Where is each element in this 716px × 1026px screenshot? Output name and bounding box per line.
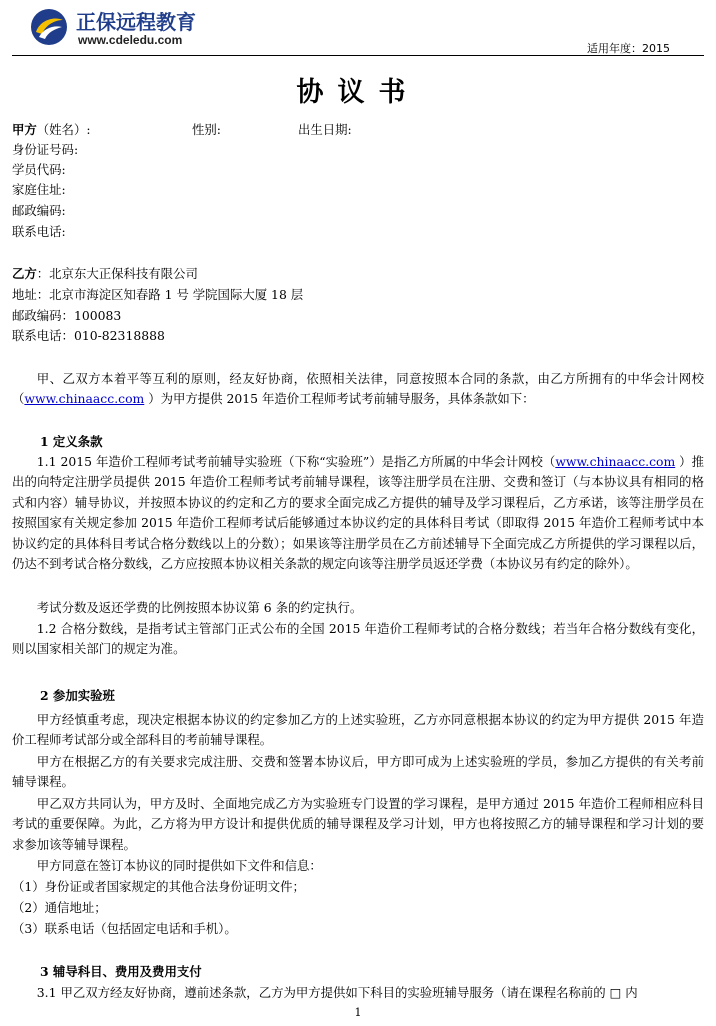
section-1-score-note: 考试分数及返还学费的比例按照本协议第 6 条的约定执行。 — [36, 600, 363, 615]
chinaacc-link[interactable]: www.chinaacc.com — [24, 391, 145, 407]
party-a-student-code-field: 学员代码: — [12, 162, 66, 177]
party-b-name: ：北京东大正保科技有限公司 — [36, 266, 198, 281]
section-1-heading: 1 定义条款 — [40, 434, 103, 449]
chinaacc-link[interactable]: www.chinaacc.com — [555, 454, 676, 469]
header-divider — [12, 55, 704, 56]
party-b-phone: 联系电话：010-82318888 — [12, 328, 165, 343]
page-number: 1 — [354, 1006, 362, 1019]
brand-name: 正保远程教育 — [76, 10, 196, 34]
section-2-paragraph-4: 甲方同意在签订本协议的同时提供如下文件和信息： — [36, 858, 322, 873]
list-item: （1）身份证或者国家规定的其他合法身份证明文件； — [12, 879, 305, 894]
party-a-birth-field: 出生日期: — [298, 122, 352, 137]
party-a-name-field: （姓名）: — [36, 122, 91, 137]
cdeledu-logo-icon — [30, 8, 68, 46]
section-1-clause-1-1: 1.1 2015 年造价工程师考试考前辅导实验班（下称“实验班”）是指乙方所属的中华会计网校（www.chinaacc.com ）推出的向特定注册学员提供 2015 年造价工程师考试考前辅导课程，该等注册学员在注册、交费和签订（与本协议具有相同的格式和内容）辅导协议，并按照本协议的约定和乙方的要求全面完成乙方提供的辅导及学习课程后，乙方承诺，该等注册学员在按照国家有关规定参加 2015 年造价工程师考试后能够通过本协议约定的具体科目考试（即取得 2015 年造价工程师考试中本协议约定的具体科目考试合格分数线以上的分数）；如果该等注册学员在乙方前述辅导下全面完成乙方所提供的学习课程以后，仍达不到考试合格分数线，乙方应按照本协议相关条款的规定向该等注册学员返还学费（本协议另有约定的除外）。 — [12, 454, 704, 572]
section-1-clause-1-2: 1.2 合格分数线，是指考试主管部门正式公布的全国 2015 年造价工程师考试的合格分数线；若当年合格分数线有变化，则以国家相关部门的规定为准。 — [12, 621, 704, 657]
party-b-postcode: 邮政编码：100083 — [12, 308, 122, 323]
section-2-paragraph-1: 甲方经慎重考虑，现决定根据本协议的约定参加乙方的上述实验班，乙方亦同意根据本协议的约定为甲方提供 2015 年造价工程师考试部分或全部科目的考前辅导课程。 — [12, 712, 704, 748]
section-3-heading: 3 辅导科目、费用及费用支付 — [40, 964, 202, 979]
party-a-postcode-field: 邮政编码: — [12, 203, 66, 218]
party-a-address-field: 家庭住址: — [12, 182, 66, 197]
party-a-phone-field: 联系电话: — [12, 224, 66, 239]
section-2-paragraph-3: 甲乙双方共同认为，甲方及时、全面地完成乙方为实验班专门设置的学习课程，是甲方通过 2015 年造价工程师相应科目考试的重要保障。为此，乙方将为甲方设计和提供优质的辅导课程及学习计划，甲方也将按照乙方的辅导课程和学习计划的要求参加该等辅导课程。 — [12, 796, 704, 852]
section-2-paragraph-2: 甲方在根据乙方的有关要求完成注册、交费和签署本协议后，甲方即可成为上述实验班的学员，参加乙方提供的有关考前辅导课程。 — [12, 754, 704, 790]
intro-paragraph: 甲、乙双方本着平等互利的原则，经友好协商，依照相关法律，同意按照本合同的条款，由乙方所拥有的中华会计网校（www.chinaacc.com ）为甲方提供 2015 年造价工程师考试考前辅导服务，具体条款如下： — [12, 371, 704, 407]
section-3-clause-3-1: 3.1 甲乙双方经友好协商，遵前述条款，乙方为甲方提供如下科目的实验班辅导服务（请在课程名称前的 □ 内 — [36, 985, 638, 1000]
brand-url: www.cdeledu.com — [78, 33, 183, 47]
party-a-gender-field: 性别: — [192, 122, 221, 137]
document-title: 协议书 — [296, 77, 420, 108]
party-a-name-row — [12, 120, 91, 140]
party-b-address: 地址：北京市海淀区知春路 1 号 学院国际大厦 18 层 — [12, 287, 304, 302]
applicable-year: 适用年度：2015 — [587, 42, 670, 55]
party-b-name-row — [12, 264, 198, 284]
list-item: （3）联系电话（包括固定电话和手机）。 — [12, 921, 237, 936]
party-a-label: 甲方 — [12, 122, 37, 137]
party-a-id-field: 身份证号码: — [12, 142, 79, 157]
party-b-label: 乙方 — [12, 266, 37, 281]
list-item: （2）通信地址； — [12, 900, 107, 915]
section-2-heading: 2 参加实验班 — [40, 688, 115, 703]
